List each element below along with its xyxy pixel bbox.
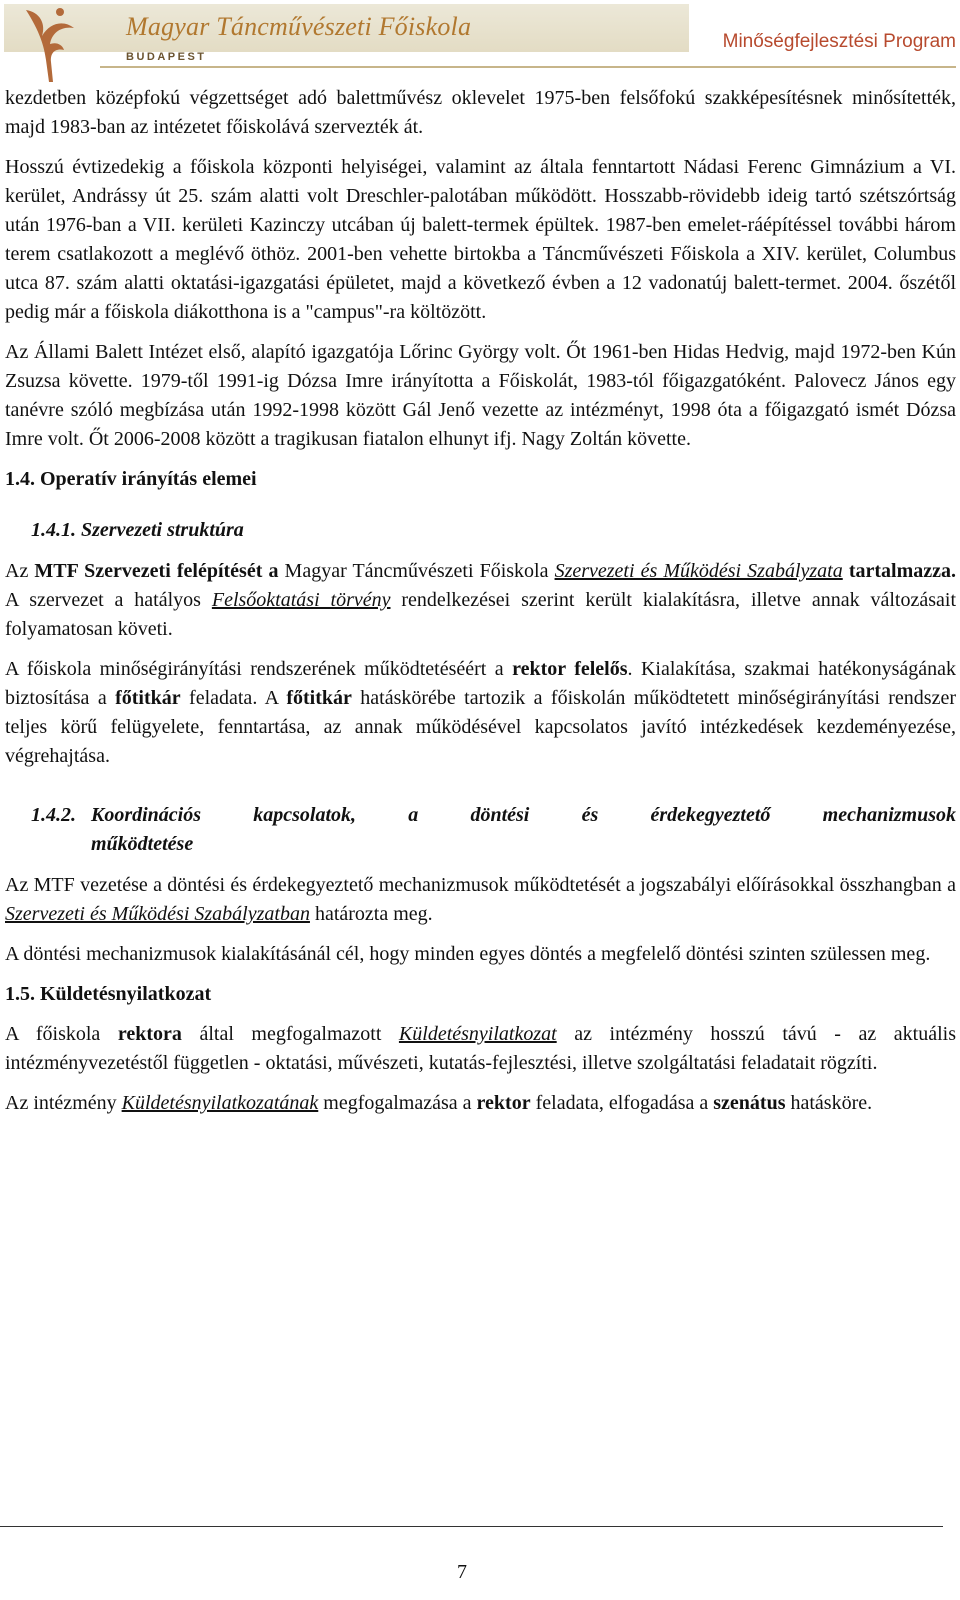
school-name: Magyar Táncművészeti Főiskola — [126, 12, 472, 41]
page-header — [0, 0, 960, 84]
header-divider — [100, 66, 956, 68]
document-body — [5, 84, 956, 1129]
paragraph: Hosszú évtizedekig a főiskola központi helyiségei, valamint az általa fenntartott Nádasi Ferenc Gimnázium a VI. kerület, Andrássy út 25. szám alatti volt Dreschler-palotában működött. Hosszabb-rövidebb ideig tartó szétszórtság után 1976-ban a VII. kerületi Kazinczy utcában új balett-termek épültek. 1987-ben emelet-ráépítéssel további három terem csatlakozott a meglévő öthöz. 2001-ben vehette birtokba a Táncművészeti Főiskola a XIV. kerület, Columbus utca 87. szám alatti oktatási-igazgatási épületet, majd a következő évben a 12 vadonatúj balett-termet. 2004. őszétől pedig már a főiskola diákotthona is a "campus"-ra költözött. — [5, 156, 956, 323]
paragraph: Az MTF Szervezeti felépítését a Magyar Táncművészeti Főiskola Szervezeti és Működési Szabályzata tartalmazza. A szervezet a hatályos Felsőoktatási törvény rendelkezései szerint került kialakításra, illetve annak változásait folyamatosan követi. — [5, 560, 956, 640]
link-kuldetesnyilatkozat[interactable]: Küldetésnyilatkozat — [398, 1023, 557, 1045]
program-name: Minőségfejlesztési Program — [722, 31, 956, 52]
link-szmsz[interactable]: Szervezeti és Működési Szabályzata — [554, 560, 843, 582]
paragraph: kezdetben középfokú végzettséget adó balettművész oklevelet 1975-ben felsőfokú szakképesítésnek minősítették, majd 1983-ban az intézetet főiskolává szervezték át. — [5, 87, 956, 138]
paragraph: A főiskola minőségirányítási rendszerének működtetéséért a rektor felelős. Kialakítása, szakmai hatékonyságának biztosítása a főtitkár feladata. A főtitkár hatáskörébe tartozik a főiskolán működtetett minőségirányítási rendszer teljes körű felügyelete, fenntartása, az annak működésével kapcsolatos javító intézkedések kezdeményezése, végrehajtása. — [5, 658, 957, 767]
page-number: 7 — [457, 1561, 467, 1583]
section-heading-1-4-2: 1.4.2. Koordinációs kapcsolatok, a döntési és érdekegyeztető mechanizmusok működtetése — [31, 804, 956, 855]
section-heading-1-4: 1.4. Operatív irányítás elemei — [5, 468, 257, 490]
paragraph: Az MTF vezetése a döntési és érdekegyeztető mechanizmusok működtetését a jogszabályi előírásokkal összhangban a Szervezeti és Működési Szabályzatban határozta meg. — [5, 874, 956, 925]
school-city: BUDAPEST — [126, 51, 207, 63]
section-heading-1-4-1: 1.4.1. Szervezeti struktúra — [31, 519, 244, 541]
link-szmsz-2[interactable]: Szervezeti és Működési Szabályzatban — [5, 903, 310, 925]
school-logo-icon — [20, 2, 82, 82]
footer-divider — [0, 1526, 943, 1527]
link-kuldetesnyilatkozatanak[interactable]: Küldetésnyilatkozatának — [121, 1092, 319, 1114]
section-heading-1-5: 1.5. Küldetésnyilatkozat — [5, 983, 212, 1005]
paragraph: A döntési mechanizmusok kialakításánál cél, hogy minden egyes döntés a megfelelő döntési szinten szülessen meg. — [5, 943, 931, 965]
link-felsooktatasi-torveny[interactable]: Felsőoktatási törvény — [211, 589, 391, 611]
paragraph: Az intézmény Küldetésnyilatkozatának megfogalmazása a rektor feladata, elfogadása a szenátus hatásköre. — [5, 1092, 873, 1114]
paragraph: Az Állami Balett Intézet első, alapító igazgatója Lőrinc György volt. Őt 1961-ben Hidas Hedvig, majd 1972-ben Kún Zsuzsa követte. 1979-től 1991-ig Dózsa Imre irányította a Főiskolát, 1983-tól főigazgatóként. Palovecz János egy tanévre szóló megbízása után 1992-1998 között Gál Jenő vezette az intézményt, 1998 óta a főigazgató ismét Dózsa Imre volt. Őt 2006-2008 között a tragikusan fiatalon elhunyt ifj. Nagy Zoltán követte. — [5, 341, 956, 450]
paragraph: A főiskola rektora által megfogalmazott Küldetésnyilatkozat az intézmény hosszú távú - az aktuális intézményvezetéstől független - oktatási, művészeti, kutatás-fejlesztési, illetve szolgáltatási feladatait rögzíti. — [5, 1023, 957, 1074]
